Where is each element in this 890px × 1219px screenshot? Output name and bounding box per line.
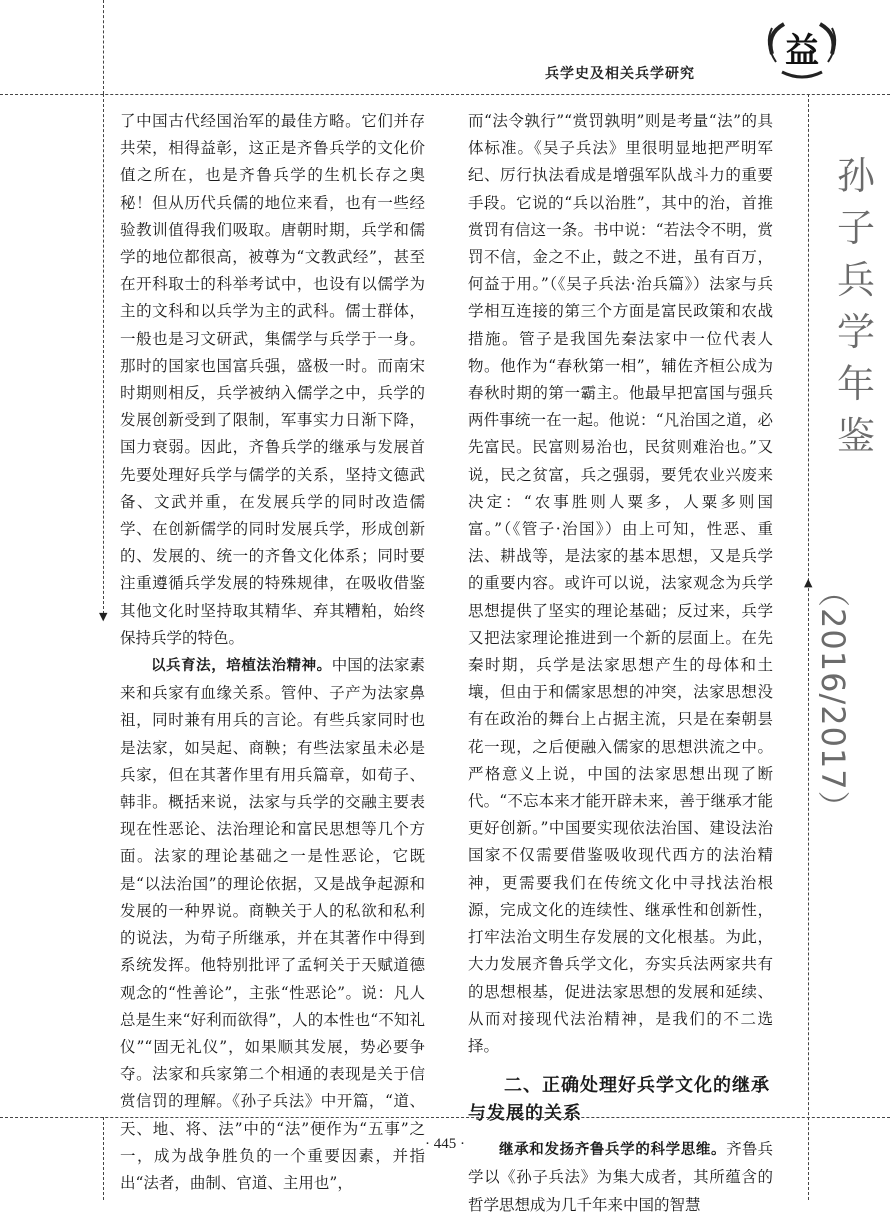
left-dashed-rule-bottom <box>103 1117 104 1200</box>
left-paragraph-1: 了中国古代经国治军的最佳方略。它们并存共荣，相得益彰，这正是齐鲁兵学的文化价值之所在，也是齐鲁兵学的生机长存之奥秘！但从历代兵儒的地位来看，也有一些经验教训值得我们吸取。唐朝时期，兵学和儒学的地位都很高，被尊为“文教武经”，甚至在开科取士的科举考试中，也设有以儒学为主的文科和以兵学为主的武科。儒士群体，一般也是习文研武，集儒学与兵学于一身。那时的国家也国富兵强，盛极一时。而南宋时期则相反，兵学被纳入儒学之中，兵学的发展创新受到了限制，军事实力日渐下降，国力衰弱。因此，齐鲁兵学的继承与发展首先要处理好兵学与儒学的关系，坚持文德武备、文武并重，在发展兵学的同时改造儒学、在创新儒学的同时发展兵学，形成创新的、发展的、统一的齐鲁文化体系；同时要注重遵循兵学发展的特殊规律，在吸收借鉴其他文化时坚持取其精华、弃其糟粕，始终保持兵学的特色。 <box>120 112 425 647</box>
right-dashed-rule <box>808 94 809 1200</box>
side-title-char: 学 <box>836 310 875 354</box>
svg-text:益: 益 <box>785 31 819 71</box>
section-heading: 二、正确处理好兵学文化的继承与发展的关系 <box>468 1075 770 1125</box>
side-title-char: 年 <box>836 362 875 406</box>
inner-left-rule <box>103 94 104 614</box>
right-column <box>468 108 773 1219</box>
side-title <box>836 150 876 462</box>
left-rule-arrow-icon: ▼ <box>99 610 108 623</box>
page-number: · 445 · <box>425 1136 465 1152</box>
left-paragraph-2-lead: 以兵育法，培植法治精神。 <box>151 658 332 675</box>
side-title-char: 兵 <box>836 258 875 302</box>
left-dashed-rule-top <box>103 0 104 94</box>
side-title-char: 子 <box>836 206 875 250</box>
left-paragraph-2 <box>120 652 425 1197</box>
yearbook-logo-icon <box>762 14 842 84</box>
right-paragraph-2-lead: 继承和发扬齐鲁兵学的科学思维。 <box>499 1142 727 1159</box>
right-paragraph-2-body: 齐鲁兵学以《孙子兵法》为集大成者，其所蕴含的哲学思想成为几千年来中国的智慧 <box>468 1140 773 1214</box>
side-title-year: （2016/2017） <box>814 575 852 824</box>
top-dashed-rule <box>0 94 890 95</box>
left-column <box>120 108 425 1197</box>
side-title-char: 孙 <box>836 154 875 198</box>
running-head: 兵学史及相关兵学研究 <box>545 66 695 82</box>
right-rule-arrow-icon: ▲ <box>804 576 813 589</box>
left-paragraph-2-body: 中国的法家素来和兵家有血缘关系。管仲、子产为法家鼻祖，同时兼有用兵的言论。有些兵家同时也是法家，如吴起、商鞅；有些法家虽未必是兵家，但在其著作里有用兵篇章，如荀子、韩非。概括来说，法家与兵学的交融主要表现在性恶论、法治理论和富民思想等几个方面。法家的理论基础之一是性恶论，它既是“以法治国”的理论依据，又是战争起源和发展的一种界说。商鞅关于人的私欲和私利的说法，为荀子所继承，并在其著作中得到系统发挥。他特别批评了孟轲关于天赋道德观念的“性善论”，主张“性恶论”。说：凡人总是生来“好利而欲得”，人的本性也“不知礼仪”“固无礼仪”，如果顺其发展，势必要争夺。法家和兵家第二个相通的表现是关于信赏信罚的理解。《孙子兵法》中开篇，“道、天、地、将、法”中的“法”便作为“五事”之一，成为战争胜负的一个重要因素，并指出“法者，曲制、官道、主用也”， <box>120 656 425 1192</box>
side-title-char: 鉴 <box>836 414 875 458</box>
right-paragraph-1: 而“法令孰行”“赏罚孰明”则是考量“法”的具体标准。《吴子兵法》里很明显地把严明军纪、厉行执法看成是增强军队战斗力的重要手段。它说的“兵以治胜”，其中的治，首推赏罚有信这一条。书中说：“若法令不明，赏罚不信，金之不止，鼓之不进，虽有百万，何益于用。”（《吴子兵法·治兵篇》）法家与兵学相互连接的第三个方面是富民政策和农战措施。管子是我国先秦法家中一位代表人物。他作为“春秋第一相”，辅佐齐桓公成为春秋时期的第一霸主。他最早把富国与强兵两件事统一在一起。他说：“凡治国之道，必先富民。民富则易治也，民贫则难治也。”又说，民之贫富，兵之强弱，要凭农业兴废来决定：“农事胜则人粟多，人粟多则国富。”（《管子·治国》）由上可知，性恶、重法、耕战等，是法家的基本思想，又是兵学的重要内容。或许可以说，法家观念为兵学思想提供了坚实的理论基础；反过来，兵学又把法家理论推进到一个新的层面上。在先秦时期，兵学是法家思想产生的母体和土壤，但由于和儒家思想的冲突，法家思想没有在政治的舞台上占据主流，只是在秦朝昙花一现，之后便融入儒家的思想洪流之中。严格意义上说，中国的法家思想出现了断代。“不忘本来才能开辟未来，善于继承才能更好创新。”中国要实现依法治国、建设法治国家不仅需要借鉴吸收现代西方的法治精神，更需要我们在传统文化中寻找法治根源，完成文化的连续性、继承性和创新性，打牢法治文明生存发展的文化根基。为此，大力发展齐鲁兵学文化，夯实兵法两家共有的思想根基，促进法家思想的发展和延续、从而对接现代法治精神，是我们的不二选择。 <box>468 112 773 1055</box>
